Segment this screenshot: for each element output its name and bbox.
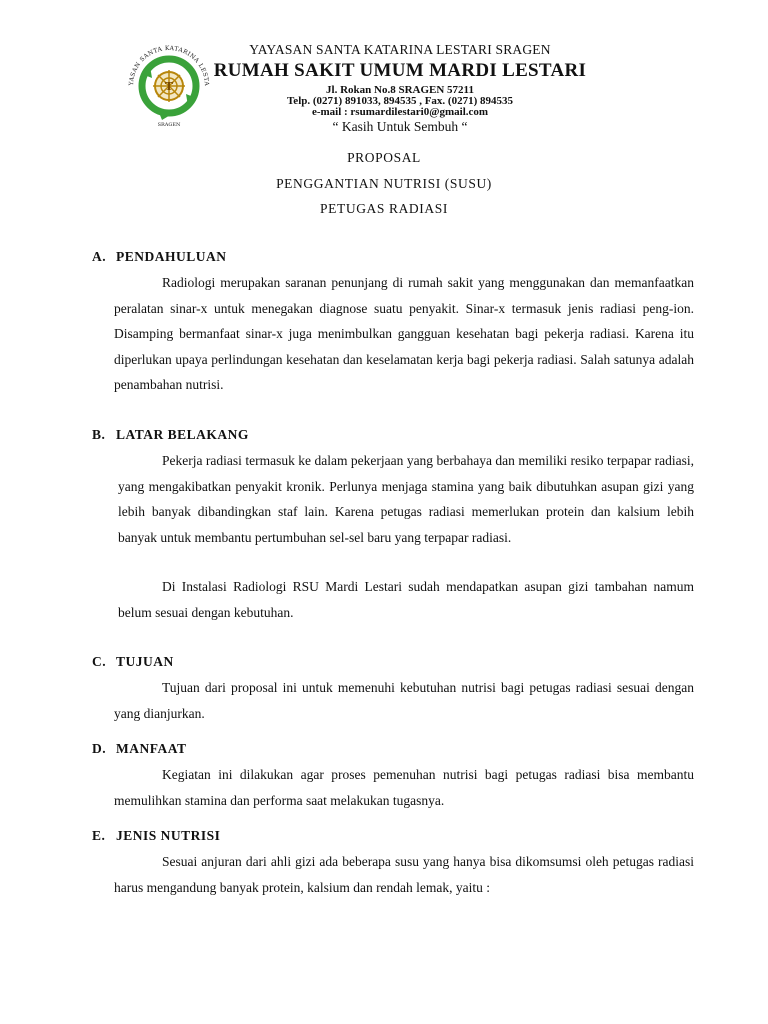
- section-number: D.: [92, 741, 107, 756]
- section-heading-b: [92, 427, 249, 443]
- motto: “ Kasih Untuk Sembuh “: [332, 119, 468, 134]
- paragraph-latar-belakang-2: Di Instalasi Radiologi RSU Mardi Lestari sudah mendapatkan asupan gizi tambahan namum belum sesuai dengan kebutuhan.: [118, 579, 694, 620]
- section-title: MANFAAT: [116, 741, 187, 756]
- logo-center-letter: T: [164, 80, 174, 93]
- section-heading-d: [92, 741, 187, 757]
- paragraph-pendahuluan: Radiologi merupakan saranan penunjang di rumah sakit yang menggunakan dan memanfaatkan peralatan sinar-x untuk menegakan diagnose suatu penyakit. Sinar-x termasuk jenis radiasi peng-ion. Disamping bermanfaat sinar-x juga menimbulkan gangguan kesehatan bagi pekerja radiasi. Karena itu diperlukan upaya perlindungan kesehatan dan keselamatan kerja bagi pekerja radiasi. Salah satunya adalah penambahan nutrisi.: [114, 275, 694, 392]
- section-heading-a: [92, 249, 227, 265]
- section-title: LATAR BELAKANG: [116, 427, 249, 442]
- doc-title: PROPOSAL: [347, 150, 421, 165]
- paragraph-latar-belakang-1: Pekerja radiasi termasuk ke dalam pekerjaan yang berbahaya dan memiliki resiko terpapar radiasi, yang mengakibatkan penyakit kronik. Perlunya menjaga stamina yang baik dibutuhkan asupan gizi yang lebih banyak dibandingkan staf lain. Karena petugas radiasi memerlukan protein dan kalsium lebih banyak untuk membantu pertumbuhan sel-sel baru yang terpapar radiasi.: [118, 453, 694, 545]
- section-number: A.: [92, 249, 107, 264]
- section-title: PENDAHULUAN: [116, 249, 227, 264]
- paragraph-tujuan: Tujuan dari proposal ini untuk memenuhi kebutuhan nutrisi bagi petugas radiasi sesuai dengan yang dianjurkan.: [114, 680, 694, 721]
- section-title: TUJUAN: [116, 654, 174, 669]
- section-number: C.: [92, 654, 107, 669]
- doc-subtitle: PENGGANTIAN NUTRISI (SUSU): [276, 176, 492, 191]
- email: e-mail : rsumardilestari0@gmail.com: [311, 106, 489, 118]
- phone-fax: Telp. (0271) 891033, 894535 , Fax. (0271) 894535: [286, 95, 513, 107]
- section-number: E.: [92, 828, 106, 843]
- logo-bottom-text: SRAGEN: [157, 122, 181, 128]
- section-title: JENIS NUTRISI: [116, 828, 221, 843]
- section-heading-e: [92, 828, 220, 844]
- logo-arc-text: YASAN SANTA KATARINA LESTA: [127, 44, 211, 87]
- paragraph-jenis-nutrisi: Sesuai anjuran dari ahli gizi ada beberapa susu yang hanya bisa dikomsumsi oleh petugas radiasi harus mengandung banyak protein, kalsium dan rendah lemak, yaitu :: [114, 854, 694, 895]
- hospital-name: RUMAH SAKIT UMUM MARDI LESTARI: [213, 60, 587, 81]
- doc-subtitle-2: PETUGAS RADIASI: [320, 201, 448, 216]
- section-number: B.: [92, 427, 106, 442]
- address: Jl. Rokan No.8 SRAGEN 57211: [326, 84, 474, 96]
- foundation-name: YAYASAN SANTA KATARINA LESTARI SRAGEN: [249, 42, 551, 57]
- section-heading-c: [92, 654, 174, 670]
- paragraph-manfaat: Kegiatan ini dilakukan agar proses pemenuhan nutrisi bagi petugas radiasi bisa membantu memulihkan stamina dan performa saat melakukan tugasnya.: [114, 767, 694, 808]
